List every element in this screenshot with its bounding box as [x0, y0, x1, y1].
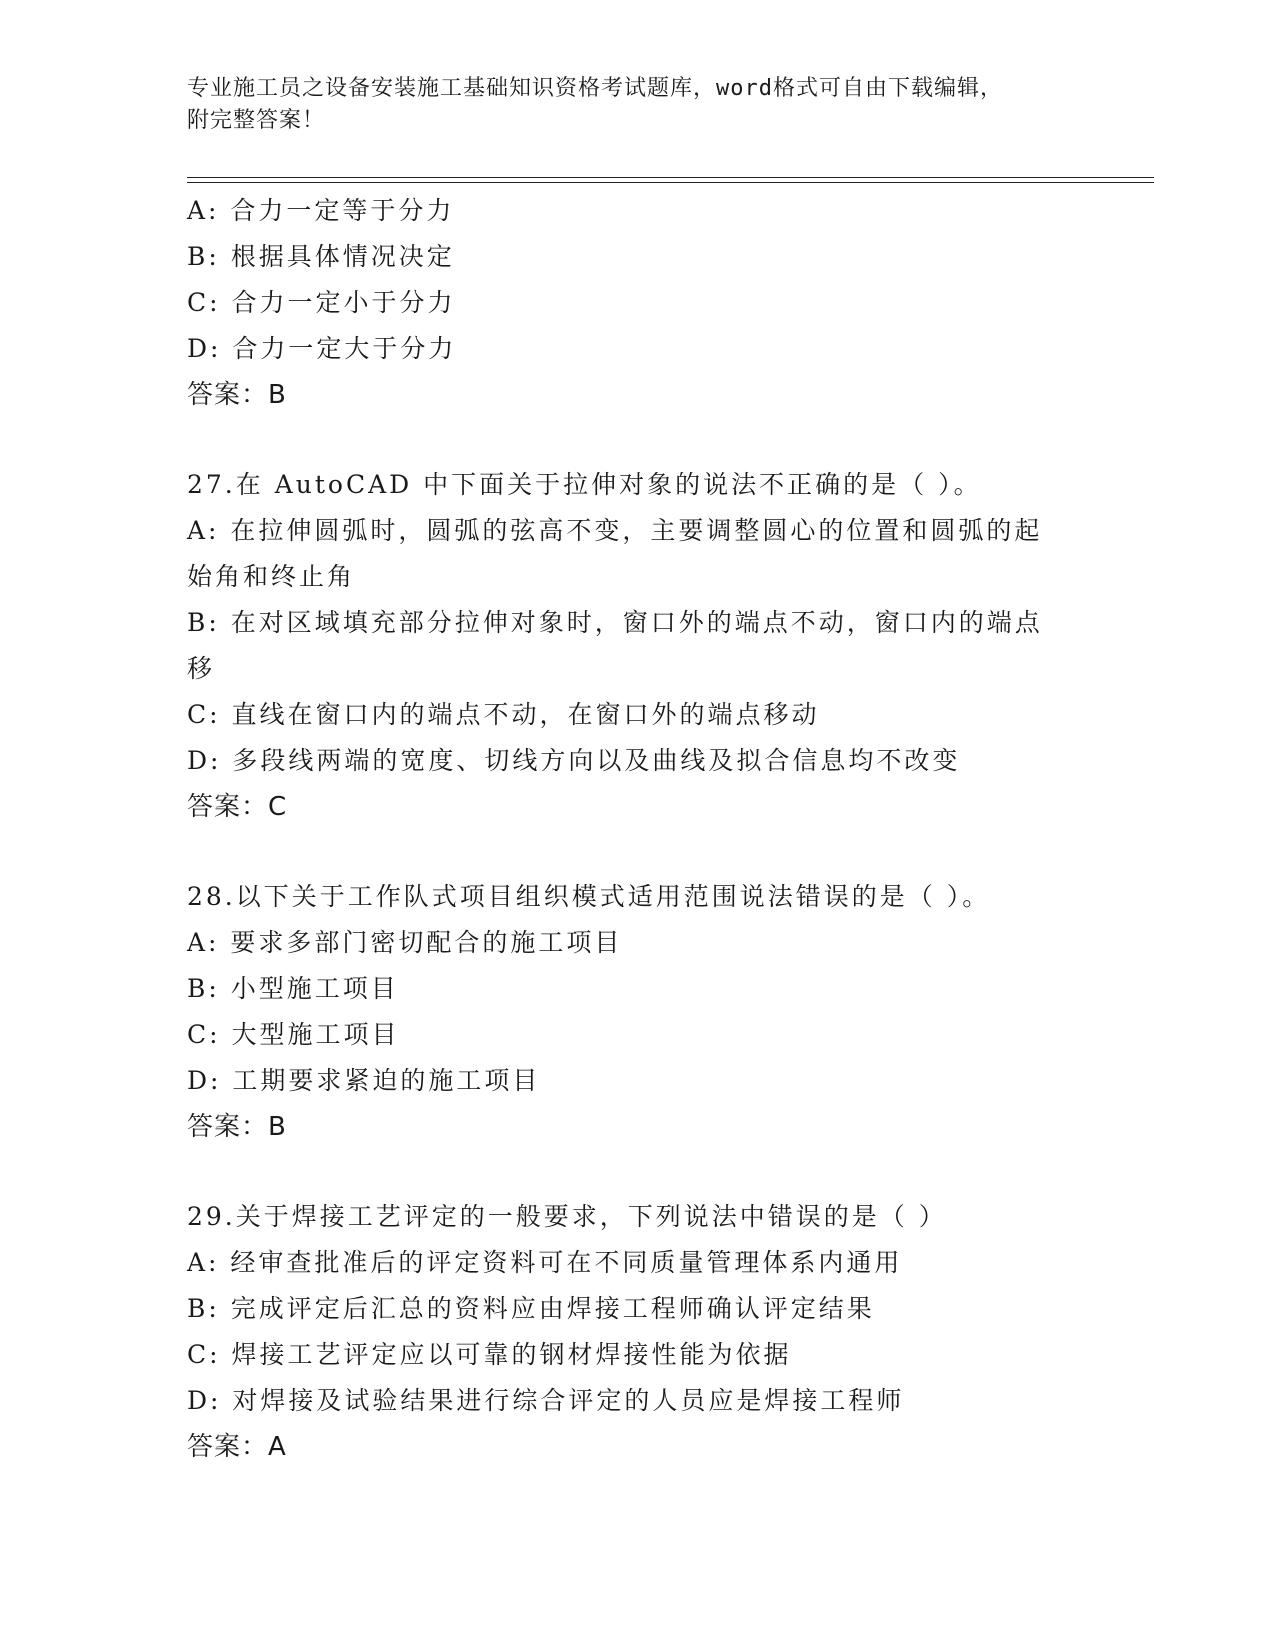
- answer: 答案：A: [187, 1432, 287, 1462]
- question-29: [187, 1194, 1087, 1470]
- header-line-1: 专业施工员之设备安装施工基础知识资格考试题库，word格式可自由下载编辑，: [187, 76, 1003, 101]
- question-text: 28.以下关于工作队式项目组织模式适用范围说法错误的是（ ）。: [187, 882, 991, 911]
- option-c: C: 大型施工项目: [187, 1020, 400, 1049]
- option-a-continued: 始角和终止角: [187, 562, 356, 591]
- option-b-continued: 移: [187, 654, 216, 683]
- question-27: [187, 462, 1087, 830]
- option-a: A: 经审查批准后的评定资料可在不同质量管理体系内通用: [187, 1248, 903, 1277]
- question-list: [187, 188, 1087, 1470]
- header-divider-bottom: [187, 182, 1154, 183]
- option-d: D: 工期要求紧迫的施工项目: [187, 1066, 541, 1095]
- option-c: C: 合力一定小于分力: [187, 288, 456, 317]
- option-d: D: 多段线两端的宽度、切线方向以及曲线及拟合信息均不改变: [187, 746, 961, 775]
- option-d: D: 合力一定大于分力: [187, 334, 457, 363]
- answer: 答案：C: [187, 792, 288, 822]
- header-divider-top: [187, 177, 1154, 178]
- option-c: C: 焊接工艺评定应以可靠的钢材焊接性能为依据: [187, 1340, 792, 1369]
- question-26: [187, 188, 1087, 418]
- document-header: [187, 73, 1107, 137]
- question-text: 27.在 AutoCAD 中下面关于拉伸对象的说法不正确的是（ ）。: [187, 470, 982, 499]
- question-text: 29.关于焊接工艺评定的一般要求，下列说法中错误的是（ ）: [187, 1202, 947, 1231]
- option-b: B: 根据具体情况决定: [187, 242, 455, 271]
- option-d: D: 对焊接及试验结果进行综合评定的人员应是焊接工程师: [187, 1386, 905, 1415]
- option-a: A: 要求多部门密切配合的施工项目: [187, 928, 623, 957]
- option-c: C: 直线在窗口内的端点不动，在窗口外的端点移动: [187, 700, 820, 729]
- option-b: B: 在对区域填充部分拉伸对象时，窗口外的端点不动，窗口内的端点: [187, 608, 1043, 637]
- answer: 答案：B: [187, 380, 287, 410]
- option-b: B: 完成评定后汇总的资料应由焊接工程师确认评定结果: [187, 1294, 875, 1323]
- option-a: A: 在拉伸圆弧时，圆弧的弦高不变，主要调整圆心的位置和圆弧的起: [187, 516, 1043, 545]
- header-line-2: 附完整答案！: [187, 108, 326, 133]
- question-28: [187, 874, 1087, 1150]
- option-a: A: 合力一定等于分力: [187, 196, 455, 225]
- option-b: B: 小型施工项目: [187, 974, 399, 1003]
- answer: 答案：B: [187, 1112, 287, 1142]
